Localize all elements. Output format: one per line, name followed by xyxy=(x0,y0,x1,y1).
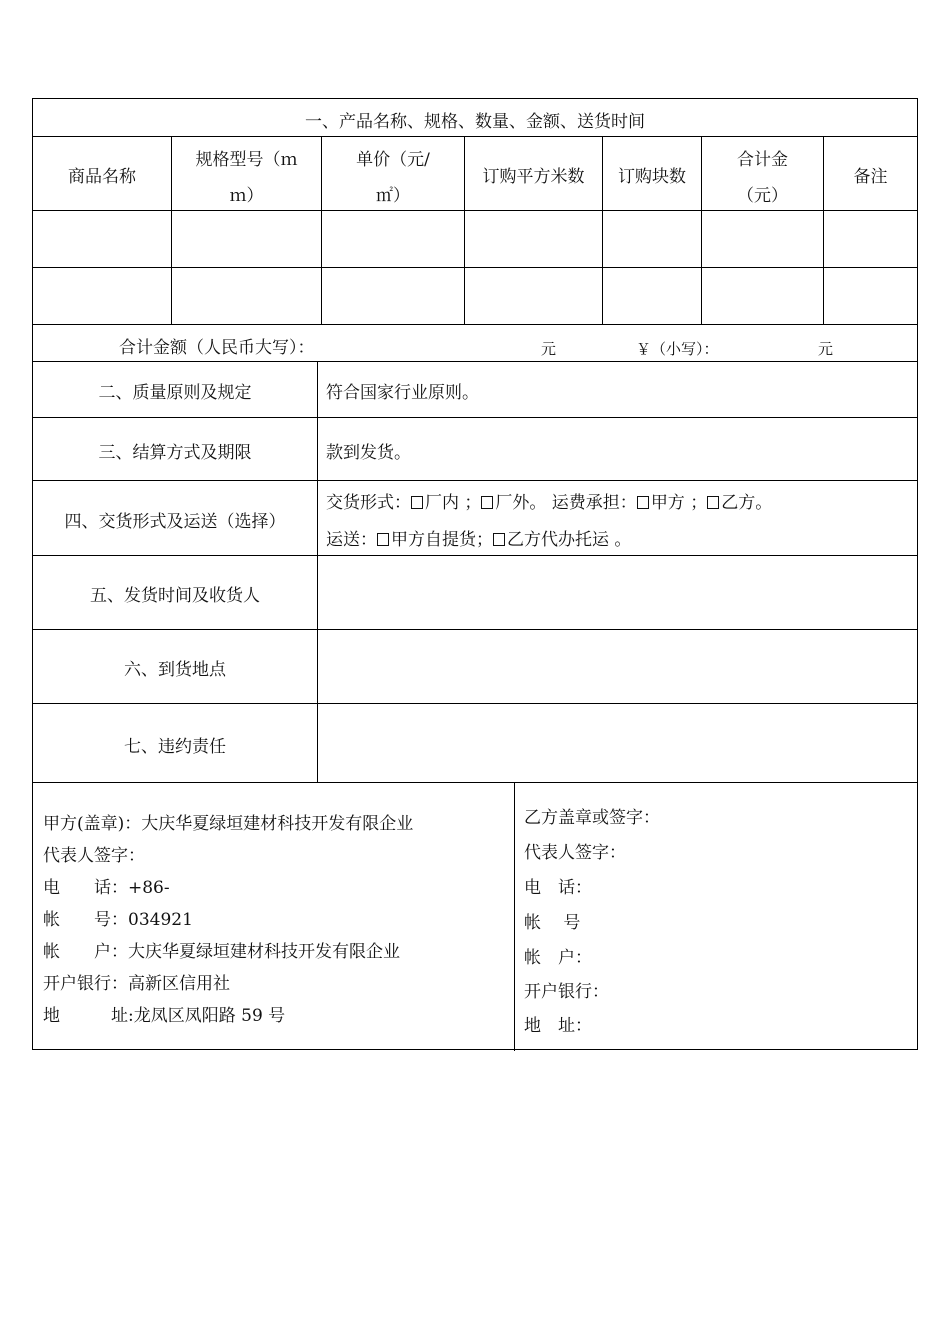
option-party-b-pays: 乙方。 xyxy=(721,493,773,513)
section-2-label: 二、质量原则及规定 xyxy=(98,383,252,403)
row-divider xyxy=(33,629,917,630)
party-a-account-number: 帐 号：034921 xyxy=(43,910,193,930)
party-a-address: 地 址:龙凤区凤阳路 59 号 xyxy=(43,1006,286,1026)
party-b-account-number: 帐 号 xyxy=(524,913,581,933)
header-price-line2: ㎡） xyxy=(376,186,410,206)
header-spec-line2: ｍ） xyxy=(229,186,264,206)
section-3-label: 三、结算方式及期限 xyxy=(98,443,252,463)
option-party-a-pays: 甲方 ； xyxy=(650,493,708,513)
party-b-bank: 开户银行： xyxy=(524,982,609,1002)
total-amount-unit: 元 xyxy=(541,340,557,358)
checkbox-party-a-pays[interactable] xyxy=(637,496,649,509)
checkbox-self-pickup[interactable] xyxy=(377,533,389,546)
party-b-account-holder: 帐 户： xyxy=(524,948,592,968)
transport-prefix: 运送： xyxy=(326,530,377,550)
col-divider xyxy=(464,136,465,324)
row-divider xyxy=(33,417,917,418)
header-remark: 备注 xyxy=(853,167,888,187)
section-4-label: 四、交货形式及运送（选择） xyxy=(64,512,286,532)
delivery-form-line xyxy=(326,492,772,514)
party-b-phone: 电 话： xyxy=(524,878,592,898)
row-divider xyxy=(33,703,917,704)
party-b-address: 地 址： xyxy=(524,1016,592,1036)
checkbox-party-b-pays[interactable] xyxy=(707,496,719,509)
header-total-line1: 合计金 xyxy=(737,150,788,170)
party-b-representative: 代表人签字： xyxy=(524,843,626,863)
delivery-form-prefix: 交货形式： xyxy=(326,493,411,513)
option-self-pickup: 甲方自提货； xyxy=(391,530,493,550)
section-6-label: 六、到货地点 xyxy=(124,660,226,680)
header-block-count: 订购块数 xyxy=(618,167,686,187)
row-divider xyxy=(33,782,917,783)
checkbox-inside-factory[interactable] xyxy=(411,496,423,509)
party-a-representative: 代表人签字： xyxy=(43,846,145,866)
header-square-meters: 订购平方米数 xyxy=(482,167,585,187)
party-a-account-holder: 帐 户：大庆华夏绿垣建材科技开发有限企业 xyxy=(43,942,400,962)
col-divider xyxy=(317,361,318,782)
col-divider xyxy=(514,782,515,1051)
party-a-title: 甲方(盖章)：大庆华夏绿垣建材科技开发有限企业 xyxy=(43,814,414,834)
section-7-label: 七、违约责任 xyxy=(124,737,226,757)
row-divider xyxy=(33,555,917,556)
option-inside-factory: 厂内 ； xyxy=(425,493,482,513)
row-divider xyxy=(33,267,917,268)
header-price-line1: 单价（元/ xyxy=(356,150,430,170)
row-divider xyxy=(33,136,917,137)
total-amount-label: 合计金额（人民币大写）： xyxy=(119,338,315,358)
contract-table xyxy=(32,98,918,1050)
row-divider xyxy=(33,210,917,211)
checkbox-party-b-ships[interactable] xyxy=(493,533,505,546)
total-amount-small-label: ￥（小写）： xyxy=(636,340,719,358)
row-divider xyxy=(33,324,917,325)
party-b-title: 乙方盖章或签字： xyxy=(524,808,660,828)
header-total-line2: （元） xyxy=(737,186,788,206)
option-party-b-ships: 乙方代办托运 。 xyxy=(507,530,632,550)
row-divider xyxy=(33,361,917,362)
transport-line xyxy=(326,529,631,551)
checkbox-outside-factory[interactable] xyxy=(481,496,493,509)
section-5-label: 五、发货时间及收货人 xyxy=(90,586,260,606)
col-divider xyxy=(823,136,824,324)
header-spec-line1: 规格型号（ｍ xyxy=(195,150,298,170)
header-product-name: 商品名称 xyxy=(68,167,136,187)
section-3-value: 款到发货。 xyxy=(326,443,411,463)
section-1-title: 一、产品名称、规格、数量、金额、送货时间 xyxy=(305,112,645,132)
party-a-phone: 电 话：+86- xyxy=(43,878,170,898)
option-outside-factory: 厂外。 运费承担： xyxy=(495,493,637,513)
total-amount-small-unit: 元 xyxy=(818,340,834,358)
col-divider xyxy=(602,136,603,324)
row-divider xyxy=(33,480,917,481)
party-a-bank: 开户银行：高新区信用社 xyxy=(43,974,230,994)
section-2-value: 符合国家行业原则。 xyxy=(326,383,479,403)
